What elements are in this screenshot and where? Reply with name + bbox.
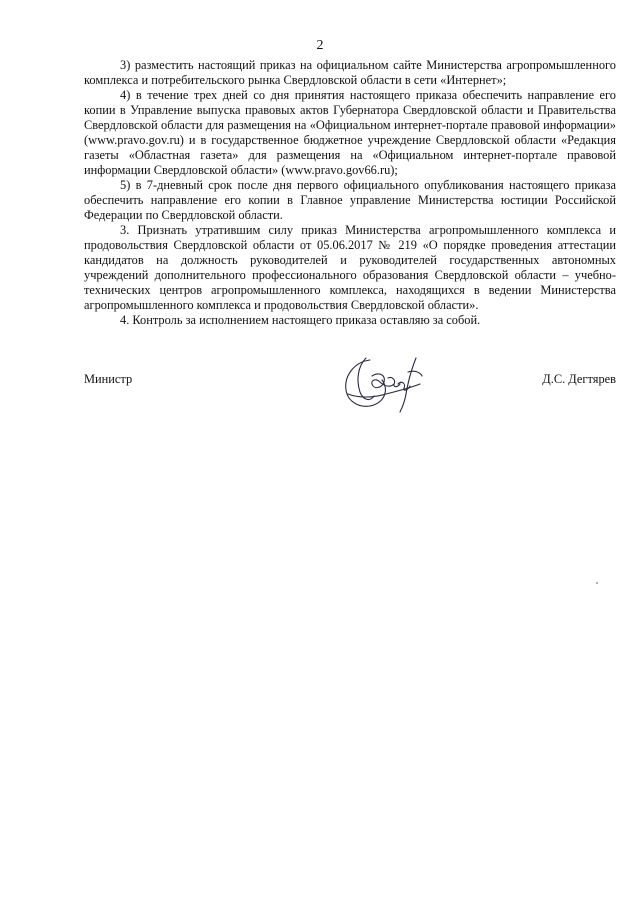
page-number: 2 xyxy=(316,38,324,53)
paragraph-item-4-send-copy: 4) в течение трех дней со дня принятия настоящего приказа обеспечить направление его копии в Управление выпуска правовых актов Губернатора Свердловской области и Правительства Свердловской области для размещения на «Официальном интернет-портале правовой информации» (www.pravo.gov.ru) и в государственное бюджетное учреждение Свердловской области «Редакция газеты «Областная газета» для размещения на «Официальном интернет-портале правовой информации Свердловской области» (www.pravo.gov66.ru); xyxy=(84,88,616,177)
signer-title: Министр xyxy=(84,372,133,386)
signer-name: Д.С. Дегтярев xyxy=(542,372,616,386)
paragraph-control: 4. Контроль за исполнением настоящего приказа оставляю за собой. xyxy=(120,313,481,327)
handwritten-signature xyxy=(336,354,426,416)
signature-block xyxy=(84,372,616,432)
paragraph-repeal-order: 3. Признать утратившим силу приказ Министерства агропромышленного комплекса и продовольствия Свердловской области от 05.06.2017 № 219 «О порядке проведения аттестации кандидатов на должность руководителей и руководителей государственных автономных учреждений дополнительного профессионального образования Свердловской области – учебно-технических центров агропромышленного комплекса, находящихся в ведении Министерства агропромышленного комплекса и продовольствия Свердловской области». xyxy=(84,223,616,312)
paragraph-item-3-publish-site: 3) разместить настоящий приказ на официальном сайте Министерства агропромышленного комплекса и потребительского рынка Свердловской области в сети «Интернет»; xyxy=(84,58,616,87)
scan-speck xyxy=(596,582,598,584)
document-body xyxy=(84,58,616,328)
paragraph-item-5-justice-copy: 5) в 7-дневный срок после дня первого официального опубликования настоящего приказа обеспечить направление его копии в Главное управление Министерства юстиции Российской Федерации по Свердловской области. xyxy=(84,178,616,222)
